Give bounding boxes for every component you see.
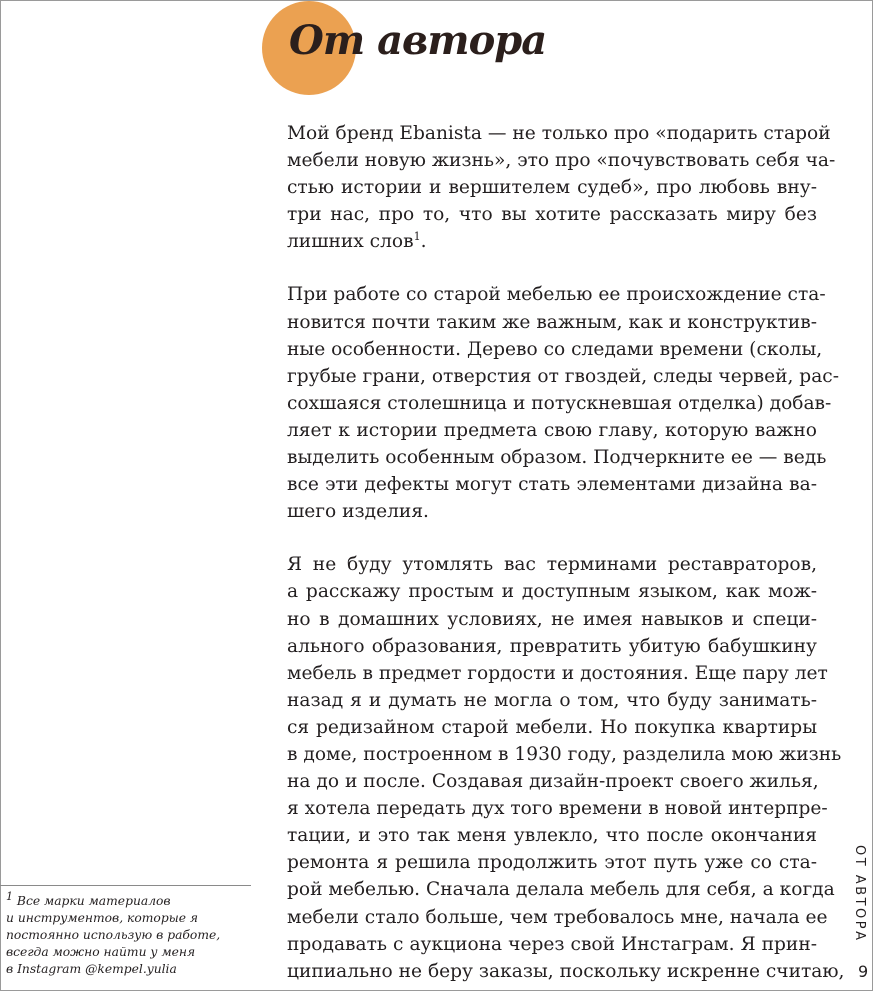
text-line: три нас, про то, что вы хотите рассказать миру без	[287, 204, 817, 226]
text-line: Мой бренд Ebanista — не только про «подарить старой	[287, 123, 831, 144]
chapter-title: От автора	[289, 17, 547, 64]
footnote-text: Все марки материалов	[16, 894, 171, 908]
footnote-line: всегда можно найти у меня	[6, 945, 196, 959]
text-line: ремонта я решила продолжить этот путь уже со ста-	[287, 852, 817, 874]
paragraph-1	[287, 120, 836, 255]
paragraph-3	[287, 551, 845, 985]
text-line: Я не буду утомлять вас терминами реставраторов,	[287, 554, 817, 576]
text-line: шего изделия.	[287, 501, 429, 523]
text-line: на до и после. Создавая дизайн-проект своего жилья,	[287, 771, 819, 793]
text-line: ципиально не беру заказы, поскольку искренне считаю,	[287, 960, 845, 982]
page-number: 9	[858, 962, 869, 981]
text-line: все эти дефекты могут стать элементами дизайна ва-	[287, 474, 817, 496]
text-line: ляет к истории предмета свою главу, которую важно	[287, 419, 817, 441]
body-text	[287, 120, 845, 985]
footnote	[6, 889, 251, 978]
footnote-line	[6, 889, 251, 910]
text-line: мебели стало больше, чем требовалось мне, начала ее	[287, 906, 828, 928]
text-line: ального образования, превратить убитую бабушкину	[287, 635, 817, 657]
text-line: тации, и это так меня увлекло, что после окончания	[287, 825, 817, 847]
chapter-heading	[262, 1, 547, 97]
text-line: стью истории и вершителем судеб», про любовь вну-	[287, 177, 817, 199]
text-line: При работе со старой мебелью ее происхождение ста-	[287, 284, 826, 306]
text-line: назад я и думать не могла о том, что буду занимать-	[287, 689, 817, 711]
footnote-line: в Instagram @kempel.yulia	[6, 962, 177, 976]
text-line-content: лишних слов	[287, 231, 414, 253]
text-line: сохшаяся столешница и потускневшая отделка) добав-	[287, 392, 832, 414]
footnote-marker: 1	[6, 889, 13, 903]
text-line: я хотела передать дух того времени в новой интерпре-	[287, 798, 828, 820]
text-line: рой мебелью. Сначала делала мебель для себя, а когда	[287, 879, 835, 901]
paragraph-2	[287, 281, 839, 525]
text-line: ные особенности. Дерево со следами времени (сколы,	[287, 338, 823, 360]
text-line: но в домашних условиях, не имея навыков и специ-	[287, 608, 817, 630]
footnote-divider	[0, 885, 251, 886]
text-line: выделить особенным образом. Подчеркните ее — ведь	[287, 447, 827, 469]
footnote-line: и инструментов, которые я	[6, 911, 199, 925]
footnote-reference: 1	[413, 230, 421, 244]
text-line-end: .	[420, 231, 427, 253]
text-line: новится почти таким же важным, как и конструктив-	[287, 311, 817, 333]
text-line: в доме, построенном в 1930 году, разделила мою жизнь	[287, 743, 842, 765]
text-line	[287, 228, 817, 255]
text-line: мебели новую жизнь», это про «почувствовать себя ча-	[287, 150, 836, 172]
text-line: ся редизайном старой мебели. Но покупка квартиры	[287, 716, 817, 738]
text-line: продавать с аукциона через свой Инстаграм. Я прин-	[287, 933, 817, 955]
text-line: грубые грани, отверстия от гвоздей, следы червей, рас-	[287, 365, 839, 387]
text-line: а расскажу простым и доступным языком, как мож-	[287, 581, 817, 603]
text-line: мебель в предмет гордости и достояния. Еще пару лет	[287, 662, 828, 684]
running-head: ОТ АВТОРА	[852, 845, 867, 943]
footnote-line: постоянно использую в работе,	[6, 928, 221, 942]
